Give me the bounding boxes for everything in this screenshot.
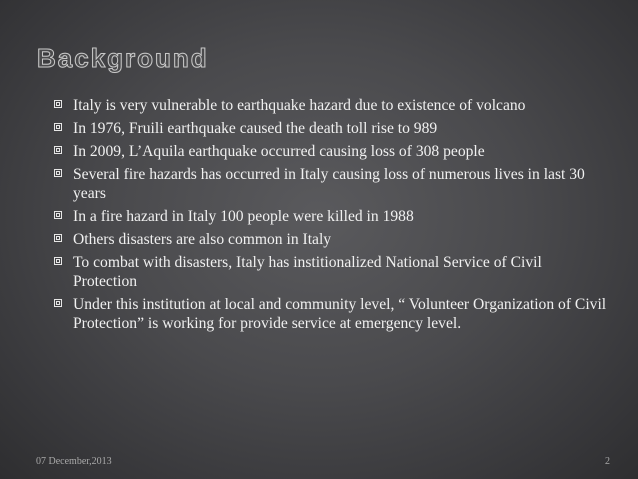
bullet-item — [48, 142, 608, 161]
footer-date: 07 December,2013 — [36, 456, 112, 467]
bullet-item — [48, 165, 608, 203]
bullet-item — [48, 119, 608, 138]
square-bullet-icon — [54, 234, 62, 242]
bullet-text: Under this institution at local and community level, “ Volunteer Organization of Civil Protection” is working for provide service at emergency level. — [73, 296, 607, 332]
bullet-item — [48, 207, 608, 226]
square-bullet-icon — [54, 100, 62, 108]
square-bullet-icon — [54, 257, 62, 265]
square-bullet-icon — [54, 211, 62, 219]
bullet-item — [48, 230, 608, 249]
square-bullet-icon — [54, 123, 62, 131]
bullet-text: Several fire hazards has occurred in Italy causing loss of numerous lives in last 30 years — [73, 166, 585, 202]
square-bullet-icon — [54, 146, 62, 154]
slide-title: Background — [37, 43, 209, 73]
square-bullet-icon — [54, 169, 62, 177]
page-number: 2 — [605, 456, 610, 467]
bullet-text: In 1976, Fruili earthquake caused the death toll rise to 989 — [73, 120, 438, 137]
bullet-text: Italy is very vulnerable to earthquake hazard due to existence of volcano — [73, 97, 526, 114]
bullet-item — [48, 295, 608, 333]
bullet-text: To combat with disasters, Italy has institionalized National Service of Civil Protection — [73, 254, 542, 290]
bullet-item — [48, 253, 608, 291]
bullet-text: In 2009, L’Aquila earthquake occurred causing loss of 308 people — [73, 143, 485, 160]
square-bullet-icon — [54, 299, 62, 307]
bullet-list — [48, 96, 608, 337]
bullet-text: In a fire hazard in Italy 100 people were killed in 1988 — [73, 208, 414, 225]
bullet-item — [48, 96, 608, 115]
bullet-text: Others disasters are also common in Italy — [73, 231, 332, 248]
